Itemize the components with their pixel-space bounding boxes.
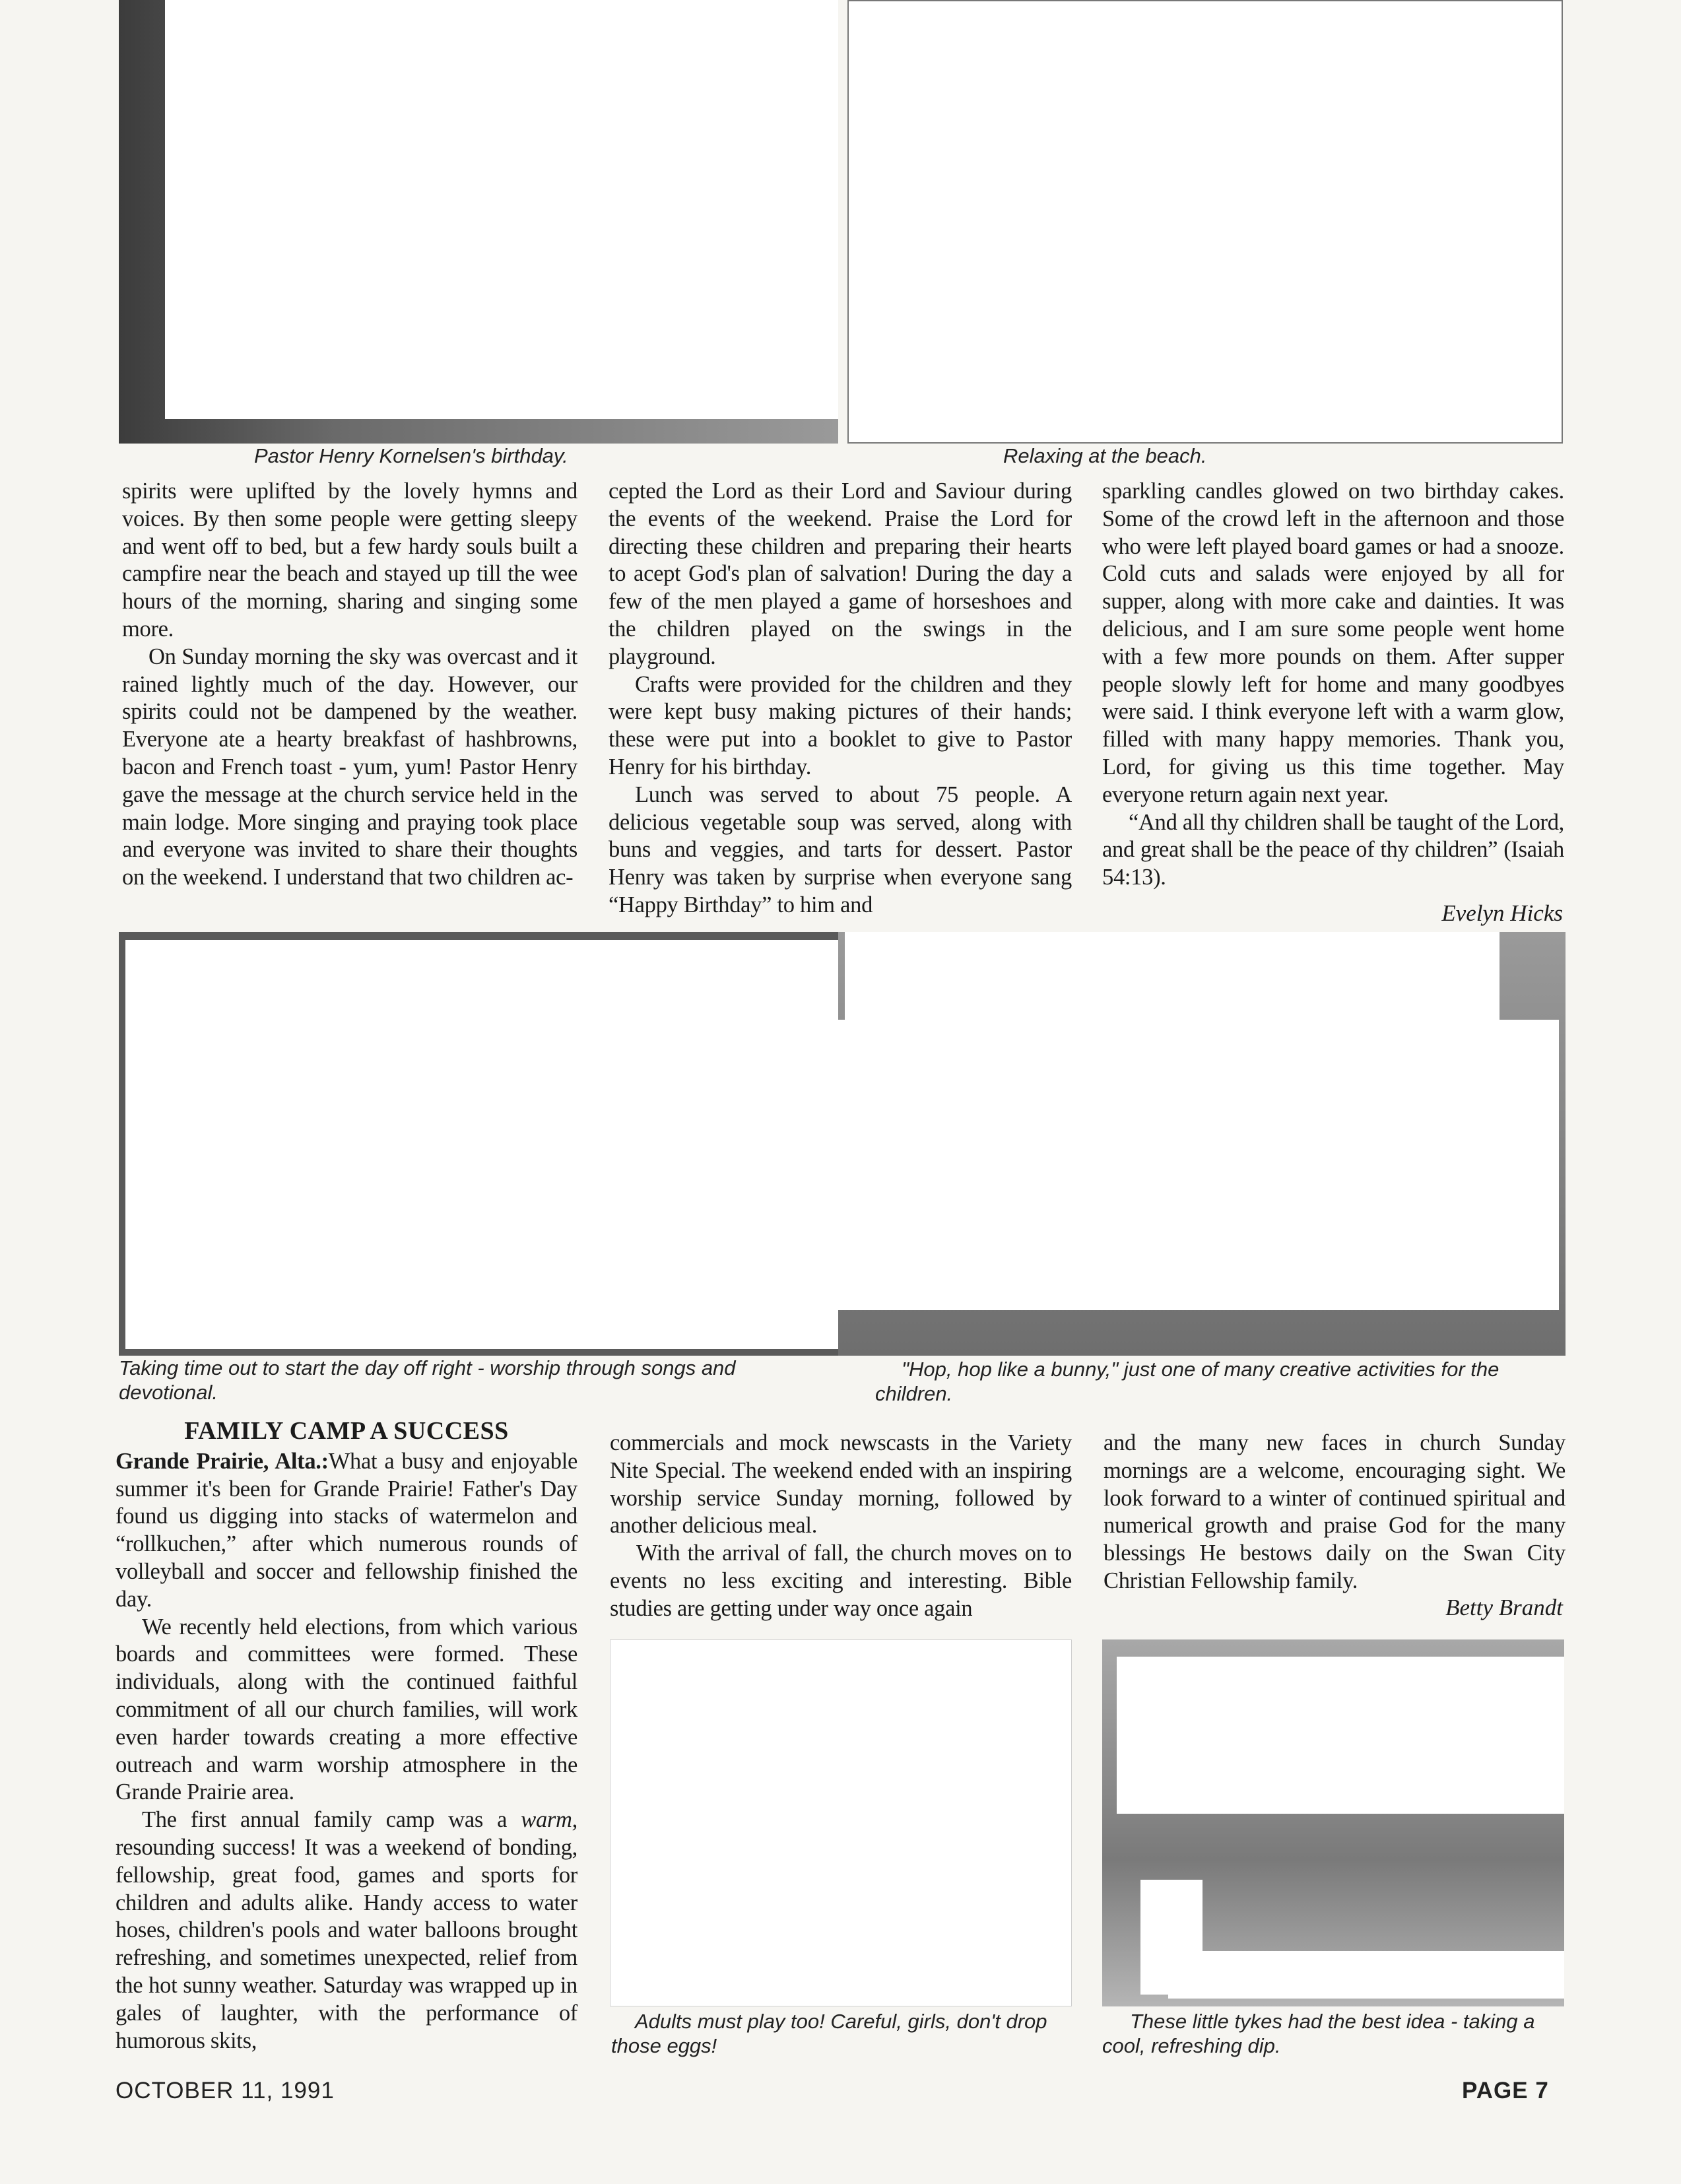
photo-beach bbox=[847, 0, 1563, 444]
article2-col2-para: commercials and mock newscasts in the Variety Nite Special. The weekend ended with an inspiring worship service Sunday morning, followed by another delicious meal. bbox=[610, 1430, 1072, 1539]
article2-col1-para: resounding success! It was a weekend of bonding, fellowship, great food, games and sports for children and adults alike. Handy access to water hoses, children's pools and water balloons brought refreshing, and sometimes unexpected, relief from the hot sunny weather. Saturday was wrapped up in gales of laughter, with the performance of humorous skits, bbox=[115, 1834, 577, 2053]
article2-emphasis: warm, bbox=[521, 1807, 577, 1833]
article1-column-3 bbox=[1102, 478, 1564, 892]
article2-col1-para: We recently held elections, from which various boards and committees were formed. These individuals, along with the continued faithful commitment of all our church families, will work even harder towards creating a more effective outreach and warm worship atmosphere in the Grande Prairie area. bbox=[115, 1614, 577, 1805]
article2-column-2 bbox=[610, 1430, 1072, 1623]
photo-bunny bbox=[838, 1020, 1559, 1310]
caption-egg-toss: Adults must play too! Careful, girls, don't drop those eggs! bbox=[611, 2010, 1047, 2057]
article2-dateline: Grande Prairie, Alta.: bbox=[115, 1448, 329, 1474]
footer-date: OCTOBER 11, 1991 bbox=[115, 2078, 335, 2103]
article1-col2-para: Crafts were provided for the children and they were kept busy making pictures of their hands; these were put into a booklet to give to Pastor Henry for his birthday. bbox=[609, 671, 1072, 779]
article1-author: Evelyn Hicks bbox=[1441, 900, 1563, 926]
article1-col2-para: cepted the Lord as their Lord and Saviour during the events of the weekend. Praise the Lord for directing these children and preparing their hearts to acept God's plan of salvation! During the day a few of the men played a game of horseshoes and the children played on the swings in the playground. bbox=[609, 479, 1072, 669]
article1-column-2 bbox=[609, 478, 1072, 919]
article2-col2-para: With the arrival of fall, the church moves on to events no less exciting and interesting. Bible studies are getting under way once again bbox=[610, 1540, 1072, 1621]
article2-col1-para: The first annual family camp was a bbox=[142, 1807, 521, 1833]
article2-column-1 bbox=[115, 1418, 577, 2055]
article1-col1-para: spirits were uplifted by the lovely hymns and voices. By then some people were getting sleepy and went off to bed, but a few hardy souls built a campfire near the beach and stayed up till the wee hours of the morning, sharing and singing some more. bbox=[122, 479, 577, 642]
article2-col3-para: and the many new faces in church Sunday mornings are a welcome, encouraging sight. We look forward to a winter of continued spiritual and numerical growth and praise God for the many blessings He bestows daily on the Swan City Christian Fellowship family. bbox=[1104, 1430, 1566, 1593]
caption-beach: Relaxing at the beach. bbox=[1003, 444, 1207, 467]
photo-pool-lower-2 bbox=[1168, 1951, 1564, 1999]
photo-bunny-upper bbox=[845, 932, 1500, 1024]
article1-col1-para: On Sunday morning the sky was overcast and it rained lightly much of the day. However, our spirits could not be dampened by the weather. Everyone ate a hearty breakfast of hashbrowns, bacon and French toast - yum, yum! Pastor Henry gave the message at the church service held in the main lodge. More singing and praying took place and everyone was invited to share their thoughts on the weekend. I understand that two children ac- bbox=[122, 644, 577, 890]
article1-col3-para: sparkling candles glowed on two birthday cakes. Some of the crowd left in the afternoon and those who were left played board games or had a snooze. Cold cuts and salads were enjoyed by all for supper, along with more cake and dainties. It was delicious, and I am sure some people went home with a few more pounds on them. After supper people slowly left for home and many goodbyes were said. I think everyone left with a warm glow, filled with many happy memories. Thank you, Lord, for giving us this time together. May everyone return again next year. bbox=[1102, 479, 1564, 807]
photo-worship bbox=[125, 940, 838, 1349]
article2-author: Betty Brandt bbox=[1445, 1595, 1563, 1620]
photo-egg-toss bbox=[610, 1639, 1072, 2006]
article2-col1-para: What a busy and enjoyable summer it's been for Grande Prairie! Father's Day found us digging into stacks of watermelon and “rollkuchen,” after which numerous rounds of volleyball and soccer and fellowship finished the day. bbox=[115, 1448, 578, 1612]
article2-headline: FAMILY CAMP A SUCCESS bbox=[184, 1417, 509, 1445]
article1-col3-para: “And all thy children shall be taught of the Lord, and great shall be the peace of thy children” (Isaiah 54:13). bbox=[1102, 809, 1564, 890]
article1-column-1 bbox=[122, 478, 577, 892]
footer-page-number: PAGE 7 bbox=[1462, 2078, 1549, 2103]
article1-col2-para: Lunch was served to about 75 people. A delicious vegetable soup was served, along with buns and veggies, and tarts for dessert. Pastor Henry was taken by surprise when everyone sang “Happy Birthday” to him and bbox=[609, 781, 1072, 917]
caption-bunny: "Hop, hop like a bunny," just one of many creative activities for the children. bbox=[875, 1358, 1500, 1405]
caption-birthday: Pastor Henry Kornelsen's birthday. bbox=[254, 444, 568, 467]
caption-worship: Taking time out to start the day off right - worship through songs and devotional. bbox=[119, 1356, 736, 1404]
caption-pool: These little tykes had the best idea - taking a cool, refreshing dip. bbox=[1102, 2010, 1535, 2057]
photo-pool bbox=[1117, 1657, 1564, 1814]
article2-column-3 bbox=[1104, 1430, 1566, 1595]
photo-birthday bbox=[165, 0, 838, 419]
